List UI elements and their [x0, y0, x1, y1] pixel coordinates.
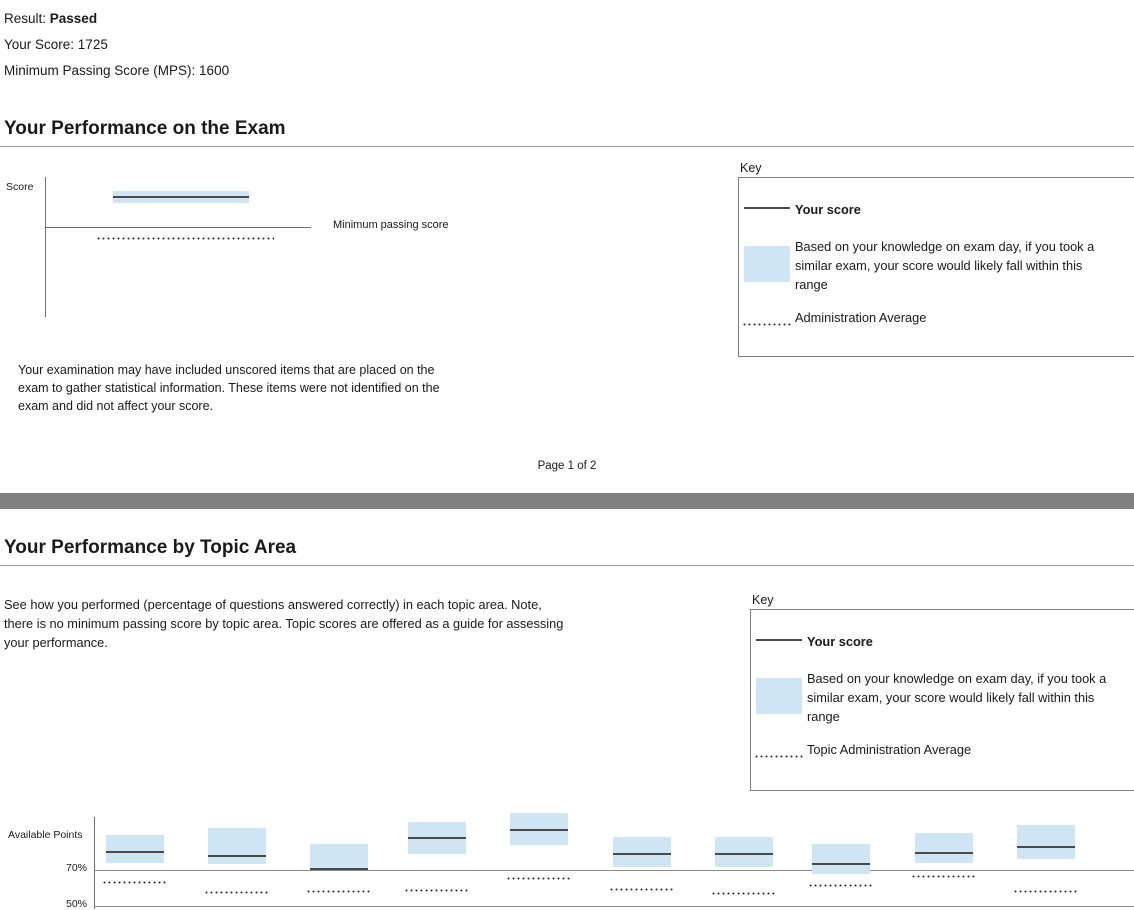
summary-your-score [4, 32, 1134, 58]
page2-key-box [750, 609, 1134, 791]
topic-score-line [510, 829, 568, 831]
topic-admin-average-dots-icon [102, 881, 166, 884]
topic-chart-y-axis [94, 817, 95, 909]
available-points-axis-label: Available Points [8, 829, 83, 841]
unscored-items-disclaimer: Your examination may have included unscored items that are placed on the exam to gather statistical information. These items were not identified on the exam and did not affect your score. [18, 363, 440, 413]
report-page-2 [0, 509, 1134, 910]
topic-range-band [106, 835, 164, 863]
blue-block-icon [751, 669, 807, 714]
page1-key-row-your-score [739, 200, 1134, 219]
score-summary [0, 0, 1134, 84]
page1-key-row-admin-avg [739, 308, 1134, 327]
solid-line-icon [739, 200, 795, 209]
page2-key-title: Key [752, 593, 774, 607]
topic-range-band [613, 837, 671, 867]
page-break-divider [0, 493, 1134, 509]
topic-score-line [310, 868, 368, 870]
topic-column [613, 789, 717, 909]
summary-your-score-value: 1725 [77, 37, 108, 52]
topic-score-line [106, 851, 164, 853]
score-axis-label: Score [6, 181, 34, 193]
page2-key-row-admin-avg [751, 740, 1134, 759]
exam-score-chart [0, 161, 1134, 413]
dotted-line-icon [751, 740, 807, 758]
topic-column [915, 789, 1019, 909]
topic-range-band [1017, 825, 1075, 859]
topic-admin-average-dots-icon [306, 890, 370, 893]
page2-key-label-range: Based on your knowledge on exam day, if you took a similar exam, your score would likely fall within this range [807, 671, 1107, 724]
page1-key-label-your-score: Your score [795, 202, 861, 217]
page2-key-row-range [751, 669, 1134, 726]
page2-key-row-your-score [751, 632, 1134, 651]
topic-column [208, 789, 312, 909]
topic-column [1017, 789, 1121, 909]
topic-column [510, 789, 614, 909]
topic-area-chart [0, 789, 1134, 909]
topic-range-band [208, 828, 266, 864]
topic-score-line [715, 853, 773, 855]
tick-label-50: 50% [66, 898, 88, 910]
page1-key-box [738, 177, 1134, 357]
page2-key-label-your-score: Your score [807, 634, 873, 649]
topic-range-band [310, 844, 368, 870]
page1-section-title: Your Performance on the Exam [4, 118, 286, 139]
page2-section-divider [0, 565, 1134, 566]
topic-admin-average-dots-icon [911, 875, 975, 878]
summary-mps [4, 58, 1134, 84]
topic-score-line [915, 852, 973, 854]
administration-average-dots-icon [96, 237, 274, 240]
topic-column [106, 789, 210, 909]
topic-range-band [915, 833, 973, 863]
topic-range-band [715, 837, 773, 867]
page1-section-divider [0, 146, 1134, 147]
topic-range-band [812, 844, 870, 874]
topic-column [310, 789, 414, 909]
blue-block-icon [739, 237, 795, 282]
topic-admin-average-dots-icon [404, 889, 468, 892]
page1-key-row-range [739, 237, 1134, 294]
minimum-passing-score-label: Minimum passing score [333, 219, 449, 231]
summary-your-score-label: Your Score: [4, 37, 78, 52]
topic-score-line [812, 863, 870, 865]
topic-column [715, 789, 819, 909]
minimum-passing-score-line [46, 227, 311, 228]
topic-column [408, 789, 512, 909]
tick-label-70: 70% [66, 862, 88, 874]
page2-section-title: Your Performance by Topic Area [4, 537, 297, 558]
topic-admin-average-dots-icon [204, 891, 268, 894]
page1-key-label-range: Based on your knowledge on exam day, if you took a similar exam, your score would likely fall within this range [795, 239, 1095, 292]
page1-key-title: Key [740, 161, 762, 175]
topic-admin-average-dots-icon [1013, 890, 1077, 893]
topic-score-line [208, 855, 266, 857]
page2-key-label-admin-avg: Topic Administration Average [807, 742, 972, 757]
page-number: Page 1 of 2 [537, 460, 597, 472]
topic-score-line [613, 853, 671, 855]
summary-result-label: Result: [4, 11, 50, 26]
summary-result [4, 6, 1134, 32]
solid-line-icon [751, 632, 807, 641]
topic-column [812, 789, 916, 909]
topic-admin-average-dots-icon [711, 892, 775, 895]
summary-mps-label: Minimum Passing Score (MPS): [4, 63, 200, 78]
summary-result-value: Passed [49, 11, 98, 26]
topic-admin-average-dots-icon [506, 877, 570, 880]
page1-key-label-admin-avg: Administration Average [795, 310, 927, 325]
topic-admin-average-dots-icon [808, 884, 872, 887]
topic-admin-average-dots-icon [609, 888, 673, 891]
summary-mps-value: 1600 [199, 63, 230, 78]
topic-area-intro: See how you performed (percentage of questions answered correctly) in each topic area. Note, there is no minimum passing score by topic area. Topic scores are offered as a guide for assessing your performance. [4, 597, 564, 650]
your-score-line [113, 196, 249, 198]
topic-score-line [1017, 846, 1075, 848]
topic-score-line [408, 837, 466, 839]
score-chart-y-axis [45, 177, 46, 317]
dotted-line-icon [739, 308, 795, 326]
